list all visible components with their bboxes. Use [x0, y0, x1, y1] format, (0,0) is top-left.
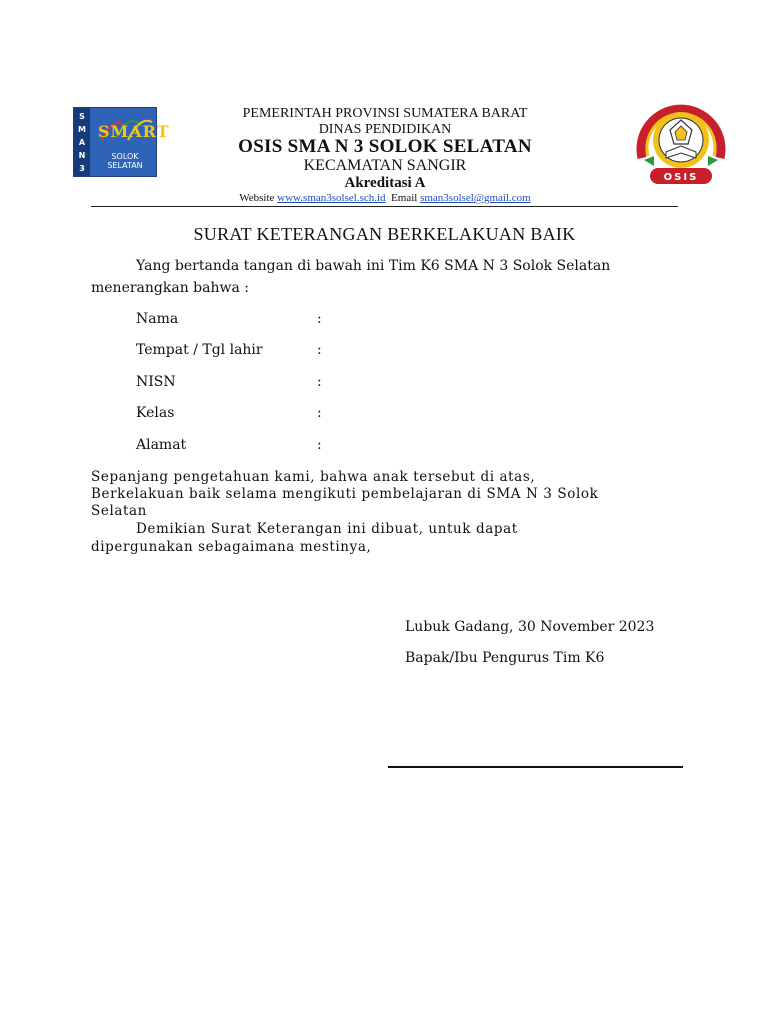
logo-word: SMART — [98, 122, 170, 141]
field-colon: : — [317, 374, 322, 390]
logo-strip-letter: S — [79, 112, 85, 121]
field-label-alamat: Alamat — [136, 437, 187, 453]
website-link[interactable]: www.sman3solsel.sch.id — [277, 192, 386, 204]
field-colon: : — [317, 342, 322, 358]
logo-strip-letter: N — [78, 151, 86, 160]
logo-strip-letter: 3 — [79, 164, 85, 173]
field-colon: : — [317, 311, 322, 327]
field-label-nisn: NISN — [136, 374, 176, 390]
header-school: OSIS SMA N 3 SOLOK SELATAN — [238, 136, 532, 157]
logo-subtitle: SOLOK SELATAN — [107, 152, 143, 170]
statement-line: Selatan — [91, 503, 147, 519]
logo-strip-letter: M — [78, 125, 86, 134]
signature-line — [388, 766, 683, 768]
statement-line: Sepanjang pengetahuan kami, bahwa anak tersebut di atas, — [91, 469, 536, 485]
logo-strip — [74, 108, 90, 176]
school-logo — [73, 107, 170, 177]
header-department: DINAS PENDIDIKAN — [318, 122, 452, 137]
signer-title: Bapak/Ibu Pengurus Tim K6 — [405, 650, 605, 666]
document-title: SURAT KETERANGAN BERKELAKUAN BAIK — [193, 224, 576, 244]
closing-line: dipergunakan sebagaimana mestinya, — [91, 539, 372, 555]
osis-logo-icon — [636, 96, 726, 192]
intro-line: Yang bertanda tangan di bawah ini Tim K6 SMA N 3 Solok Selatan — [136, 258, 611, 274]
header-accreditation: Akreditasi A — [344, 175, 426, 191]
email-label: Email — [391, 192, 418, 204]
logo-strip-letter: A — [78, 138, 86, 147]
intro-line: menerangkan bahwa : — [91, 280, 249, 296]
field-colon: : — [317, 405, 322, 421]
osis-logo-text: OSIS — [663, 172, 699, 183]
statement-line: Berkelakuan baik selama mengikuti pembelajaran di SMA N 3 Solok — [91, 486, 599, 502]
header-district: KECAMATAN SANGIR — [303, 157, 467, 174]
field-label-nama: Nama — [136, 311, 179, 327]
header-divider — [91, 206, 678, 207]
field-label-kelas: Kelas — [136, 405, 175, 421]
field-colon: : — [317, 437, 322, 453]
field-label-tempat-tgl-lahir: Tempat / Tgl lahir — [136, 342, 263, 358]
place-date: Lubuk Gadang, 30 November 2023 — [405, 619, 655, 635]
email-link[interactable]: sman3solsel@gmail.com — [420, 192, 531, 204]
header-contact — [150, 192, 620, 204]
website-label: Website — [239, 192, 275, 204]
header-government: PEMERINTAH PROVINSI SUMATERA BARAT — [242, 106, 528, 121]
closing-line: Demikian Surat Keterangan ini dibuat, untuk dapat — [136, 521, 518, 537]
